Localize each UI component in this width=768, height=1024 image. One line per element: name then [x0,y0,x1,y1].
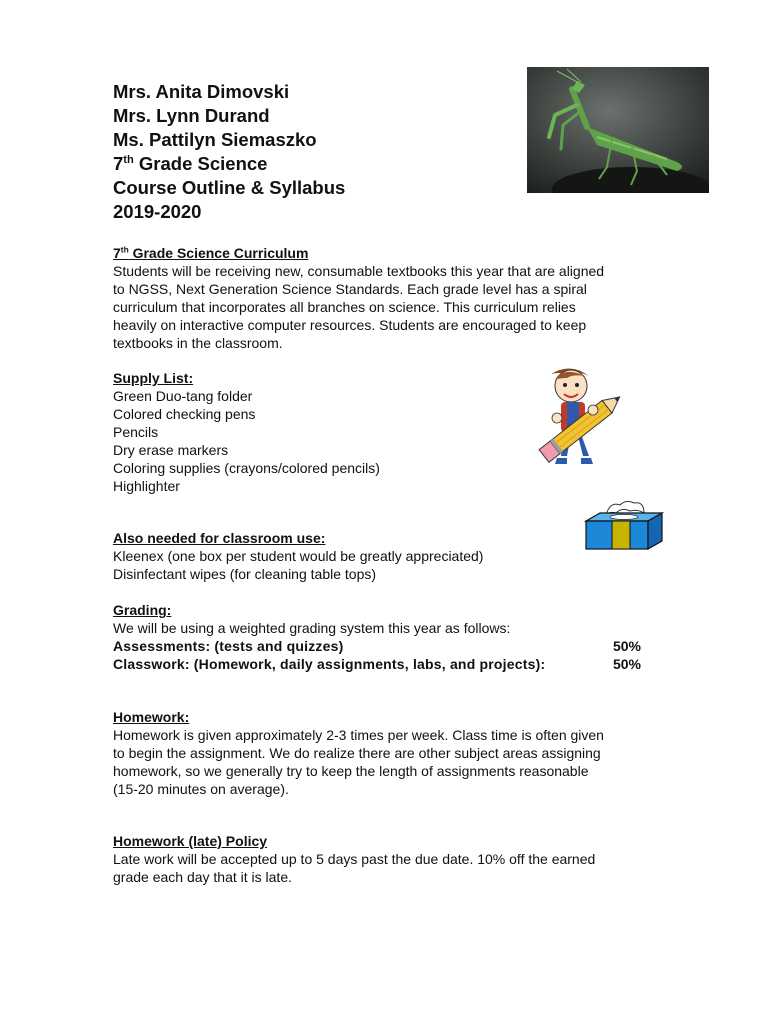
grading-section [113,601,641,673]
course-title: Course Outline & Syllabus [113,177,346,198]
list-item: Highlighter [113,478,180,494]
paragraph-line: homework, so we generally try to keep the length of assignments reasonable [113,763,589,779]
paragraph-line: heavily on interactive computer resources. Students are encouraged to keep [113,317,587,333]
paragraph-line: Students will be receiving new, consumable textbooks this year that are aligned [113,263,605,279]
homework-heading: Homework: [113,709,190,725]
teacher-name: Ms. Pattilyn Siemaszko [113,129,317,150]
classroom-use-heading: Also needed for classroom use: [113,530,326,546]
paragraph-line: to NGSS, Next Generation Science Standards. Each grade level has a spiral [113,281,587,297]
teacher-name: Mrs. Lynn Durand [113,105,270,126]
grade-subject: 7th Grade Science [113,153,268,174]
paragraph-line: (15-20 minutes on average). [113,781,289,797]
tissue-box-clipart [582,499,666,553]
curriculum-section [113,244,604,352]
list-item: Dry erase markers [113,442,229,458]
grading-intro: We will be using a weighted grading system this year as follows: [113,620,511,636]
grading-row-percent: 50% [612,638,641,654]
paragraph-line: Homework is given approximately 2-3 times per week. Class time is often given [113,727,604,743]
kid-with-pencil-clipart [537,364,633,472]
header-block [113,80,513,224]
paragraph-line: curriculum that incorporates all branches on science. This curriculum relies [113,299,576,315]
list-item: Kleenex (one box per student would be greatly appreciated) [113,548,484,564]
paragraph-line: Late work will be accepted up to 5 days past the due date. 10% off the earned [113,851,596,867]
late-policy-heading: Homework (late) Policy [113,833,268,849]
grading-heading: Grading: [113,602,172,618]
grading-row-percent: 50% [612,656,641,672]
list-item: Coloring supplies (crayons/colored pencils) [113,460,380,476]
grading-row-assessments [113,637,641,655]
grading-row-label: Classwork: (Homework, daily assignments, labs, and projects): [113,656,546,672]
supply-list-section [113,369,380,495]
list-item: Pencils [113,424,159,440]
list-item: Disinfectant wipes (for cleaning table tops) [113,566,377,582]
school-year: 2019-2020 [113,201,202,222]
grading-row-label: Assessments: (tests and quizzes) [113,638,344,654]
list-item: Colored checking pens [113,406,256,422]
praying-mantis-photo [527,67,709,193]
classroom-use-section [113,529,483,583]
homework-section [113,708,604,798]
supply-list-heading: Supply List: [113,370,194,386]
grading-row-classwork [113,655,641,673]
curriculum-heading: 7th Grade Science Curriculum [113,244,309,261]
teacher-name: Mrs. Anita Dimovski [113,81,290,102]
paragraph-line: textbooks in the classroom. [113,335,283,351]
list-item: Green Duo-tang folder [113,388,253,404]
paragraph-line: to begin the assignment. We do realize there are other subject areas assigning [113,745,601,761]
paragraph-line: grade each day that it is late. [113,869,292,885]
late-policy-section [113,832,595,886]
